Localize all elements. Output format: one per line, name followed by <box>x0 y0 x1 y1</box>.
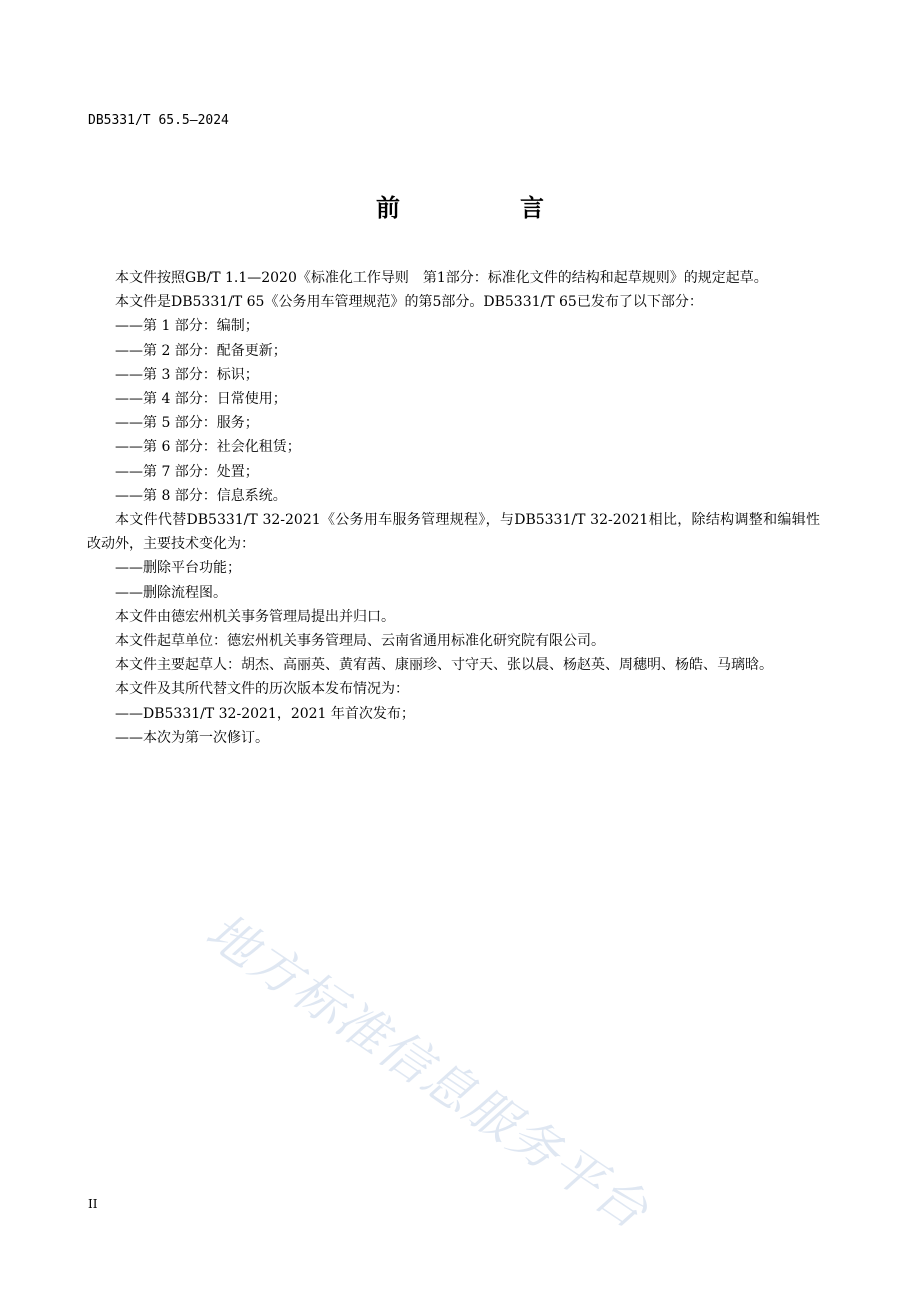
document-code: DB5331/T 65.5—2024 <box>88 113 229 128</box>
paragraph-part-info: 本文件是DB5331/T 65《公务用车管理规范》的第5部分。DB5331/T 65已发布了以下部分： <box>115 294 703 311</box>
watermark: 地方标准信息服务平台 <box>195 901 660 1241</box>
paragraph-drafting-units: 本文件起草单位：德宏州机关事务管理局、云南省通用标准化研究院有限公司。 <box>115 633 605 650</box>
list-item-part-7: ——第 7 部分：处置； <box>115 463 259 480</box>
page-title: 前 言 <box>376 194 592 222</box>
paragraph-proposer: 本文件由德宏州机关事务管理局提出并归口。 <box>115 608 395 625</box>
paragraph-drafters: 本文件主要起草人：胡杰、高丽英、黄宥茜、康丽珍、寸守天、张以晨、杨赵英、周穗明、杨皓、马璃晗。 <box>115 657 773 674</box>
paragraph-replacement: 本文件代替DB5331/T 32-2021《公务用车服务管理规程》，与DB5331/T 32-2021相比，除结构调整和编辑性改动外，主要技术变化为： <box>87 512 820 553</box>
list-item-part-5: ——第 5 部分：服务； <box>115 415 259 432</box>
list-item-change-1: ——删除平台功能； <box>115 560 241 577</box>
list-item-part-4: ——第 4 部分：日常使用； <box>115 391 287 408</box>
list-item-part-1: ——第 1 部分：编制； <box>115 318 259 335</box>
list-item-version-1: ——DB5331/T 32-2021，2021 年首次发布； <box>115 705 415 722</box>
list-item-part-8: ——第 8 部分：信息系统。 <box>115 487 287 504</box>
preface-body <box>87 266 820 750</box>
list-item-part-3: ——第 3 部分：标识； <box>115 366 259 383</box>
list-item-part-2: ——第 2 部分：配备更新； <box>115 342 287 359</box>
list-item-version-2: ——本次为第一次修订。 <box>115 729 269 746</box>
list-item-part-6: ——第 6 部分：社会化租赁； <box>115 439 301 456</box>
paragraph-version-history: 本文件及其所代替文件的历次版本发布情况为： <box>115 681 409 698</box>
page-number: II <box>88 1197 98 1211</box>
paragraph-drafting-rules: 本文件按照GB/T 1.1—2020《标准化工作导则 第1部分：标准化文件的结构和起草规则》的规定起草。 <box>115 270 768 286</box>
list-item-change-2: ——删除流程图。 <box>115 584 227 601</box>
